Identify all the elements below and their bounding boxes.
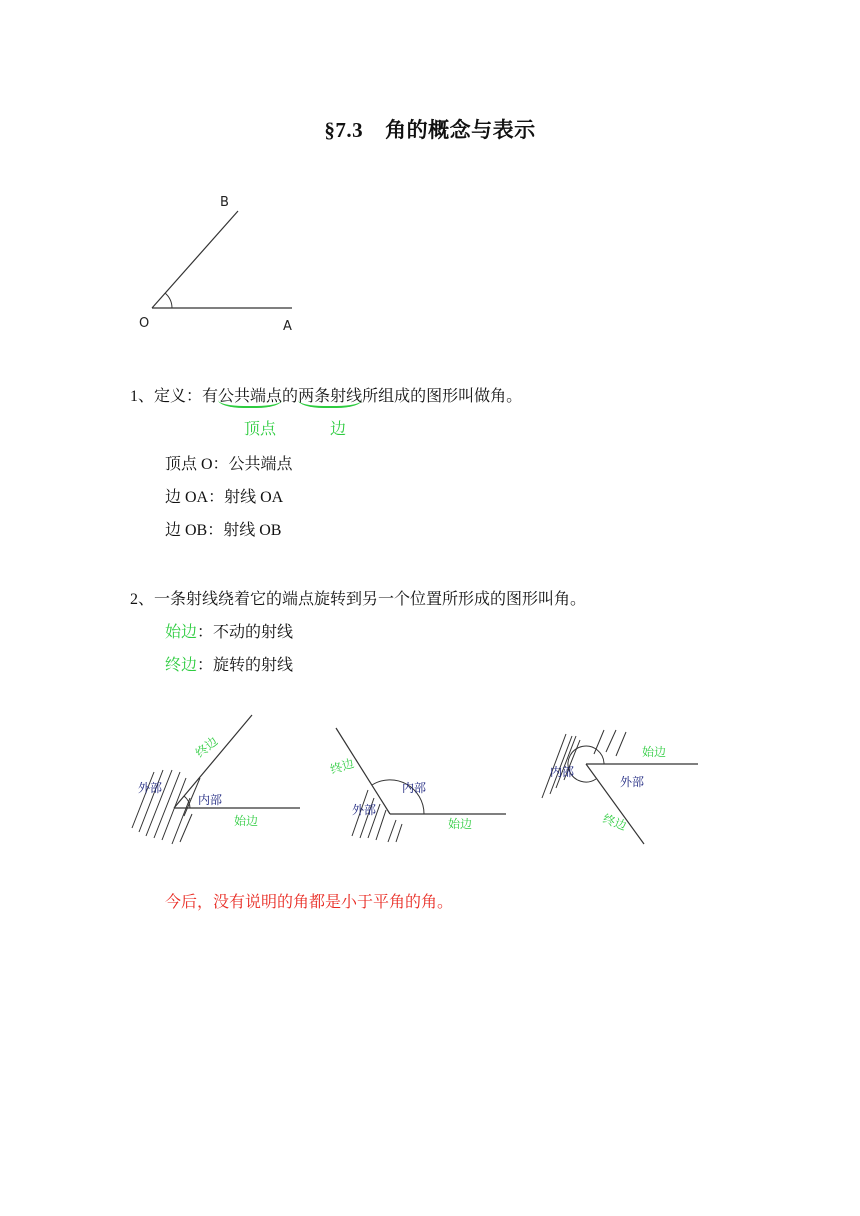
note-vertex: 顶点: [244, 421, 277, 438]
item-side-oa: 边 OA：射线 OA: [165, 489, 284, 506]
start-side-label: 始边: [234, 814, 259, 828]
end-side-desc: ：旋转的射线: [197, 657, 294, 674]
definition-1-number: 1、: [130, 388, 155, 405]
term-two-rays: 两条射线: [298, 388, 362, 408]
outer-label: 外部: [352, 803, 377, 817]
inner-label: 内部: [550, 765, 575, 779]
angle-arc: [165, 293, 172, 308]
outer-label: 外部: [620, 775, 645, 789]
label-b: B: [220, 195, 229, 210]
start-side-line: [165, 619, 293, 642]
definition-1-prefix: 定义：有: [154, 388, 219, 405]
definition-2: 2、一条射线绕着它的端点旋转到另一个位置所形成的图形叫角。: [130, 591, 587, 608]
definition-1: [130, 383, 522, 406]
diagram-obtuse-angle: [322, 722, 512, 847]
note-side: 边: [330, 421, 347, 438]
label-o: O: [139, 316, 150, 331]
inner-label: 内部: [198, 793, 223, 807]
definition-1-suffix: 所组成的图形叫做角。: [362, 388, 523, 405]
start-side-label: 始边: [642, 745, 667, 759]
title-text: 角的概念与表示: [385, 118, 536, 142]
end-side-line: [165, 652, 293, 675]
label-a: A: [283, 319, 292, 334]
outer-label: 外部: [138, 781, 163, 795]
definition-1-mid: 的: [282, 388, 299, 405]
end-side-label: 终边: [328, 756, 356, 777]
item-side-ob: 边 OB：射线 OB: [165, 522, 282, 539]
start-side-desc: ：不动的射线: [197, 624, 294, 641]
start-side-label: 始边: [448, 817, 473, 831]
diagram-reflex-angle: [536, 722, 706, 847]
inner-label: 内部: [402, 781, 427, 795]
start-side-term: 始边: [165, 624, 198, 641]
angle-aob-figure: [130, 188, 310, 338]
section-number: §7.3: [324, 118, 364, 142]
end-side-term: 终边: [165, 657, 198, 674]
end-side-label: 终边: [192, 734, 221, 761]
note-angle-convention: 今后，没有说明的角都是小于平角的角。: [165, 894, 454, 911]
page-title: [0, 114, 860, 144]
end-side-label: 终边: [600, 811, 629, 834]
term-common-endpoint: 公共端点: [218, 388, 282, 408]
item-vertex: 顶点 O：公共端点: [165, 456, 293, 473]
diagram-acute-angle: [128, 710, 313, 850]
